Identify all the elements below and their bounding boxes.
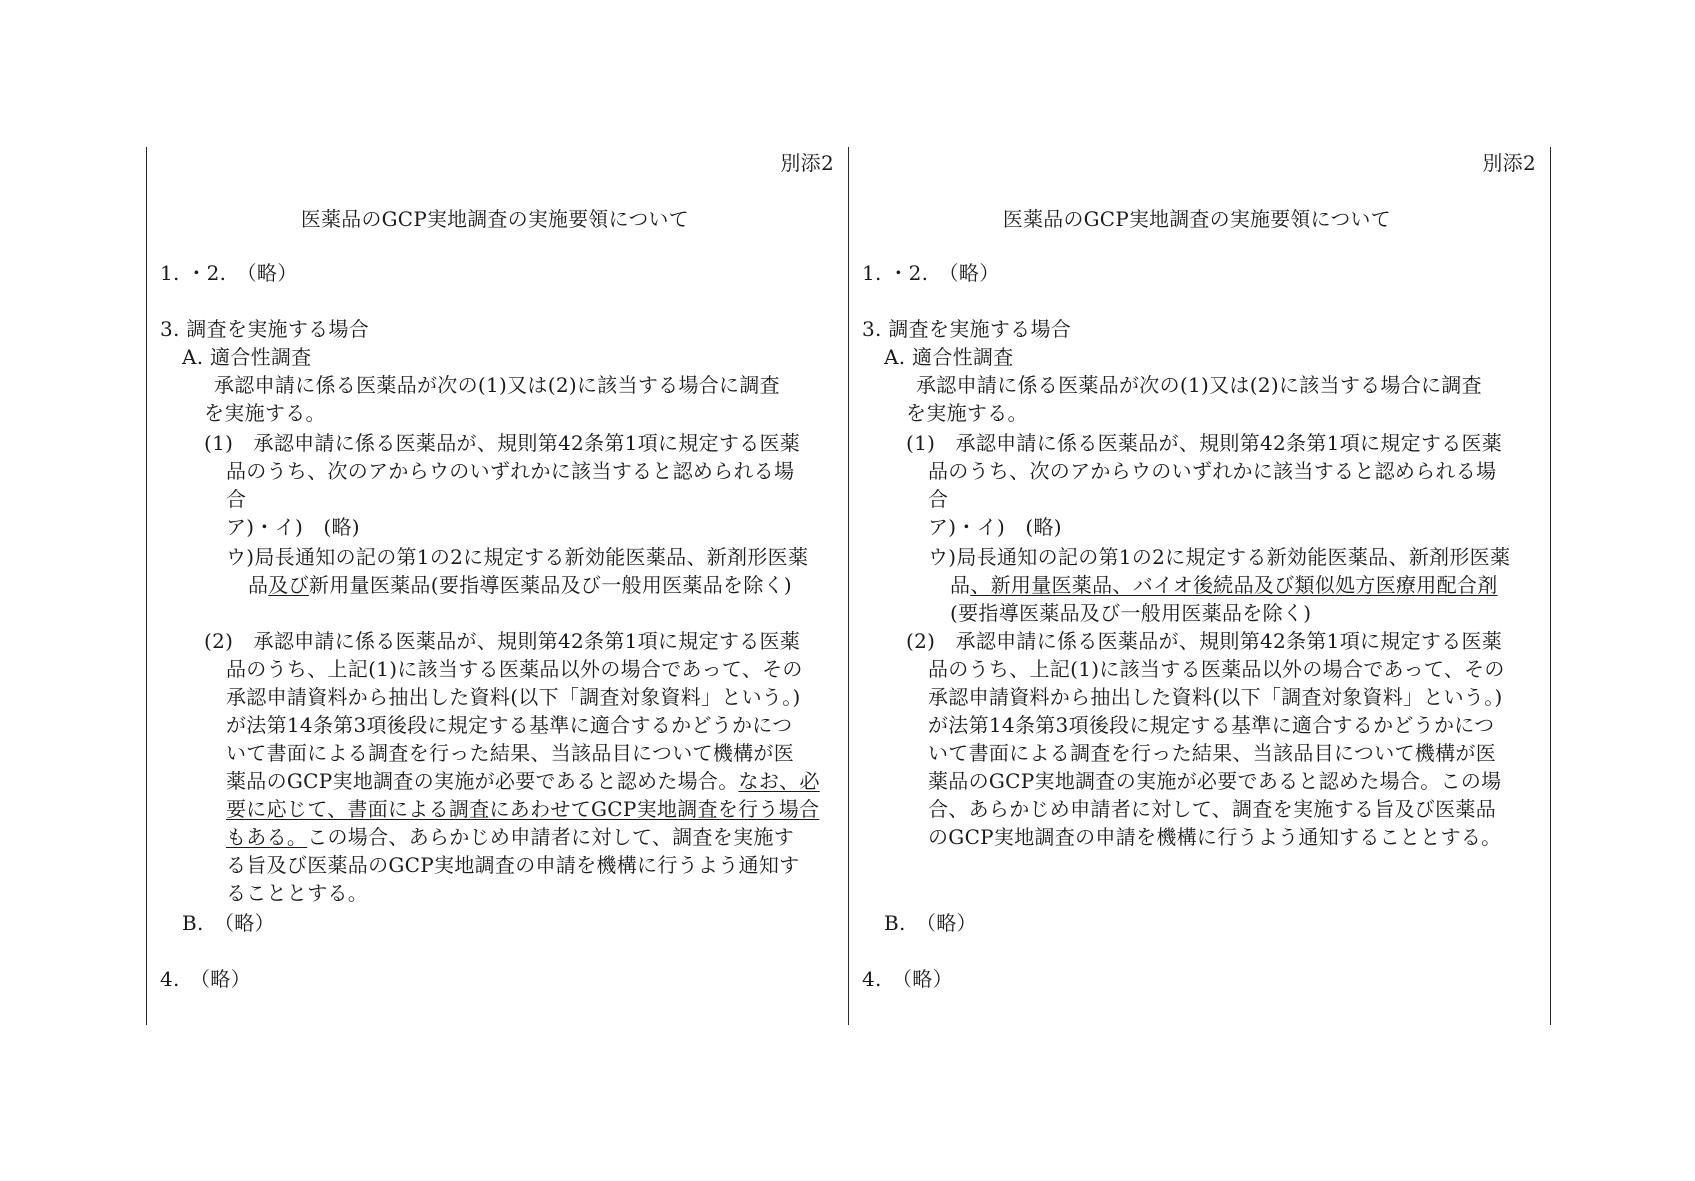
item-1-sub-u-line-1: ウ)局長通知の記の第1の2に規定する新効能医薬品、新剤形医薬: [226, 545, 809, 569]
item-1-sub-u-line-1: ウ)局長通知の記の第1の2に規定する新効能医薬品、新剤形医薬: [928, 545, 1511, 569]
item-1-line-1: (1) 承認申請に係る医薬品が、規則第42条第1項に規定する医薬: [906, 431, 1503, 455]
item-1-sub-a-i: ア)・イ) (略): [928, 515, 1062, 539]
item-2-line-1: (2) 承認申請に係る医薬品が、規則第42条第1項に規定する医薬: [906, 629, 1503, 653]
item-1-line-1: (1) 承認申請に係る医薬品が、規則第42条第1項に規定する医薬: [204, 431, 801, 455]
item-2-line-10: ることとする。: [226, 881, 369, 905]
attachment-label: 別添2: [1482, 151, 1536, 175]
section-1-2: 1. ・2. （略）: [160, 261, 298, 285]
intro-line-1: 承認申請に係る医薬品が次の(1)又は(2)に該当する場合に調査: [214, 373, 780, 397]
section-a-heading: A. 適合性調査: [884, 345, 1014, 369]
item-2-line-3: 承認申請資料から抽出した資料(以下「調査対象資料」という。): [226, 685, 801, 709]
item-1-line-2: 品のうち、次のアからウのいずれかに該当すると認められる場: [928, 459, 1497, 483]
column-border-left: [146, 147, 147, 1025]
amended-text: 及び: [268, 573, 309, 597]
section-4: 4. （略）: [160, 967, 251, 991]
item-2-line-5: いて書面による調査を行った結果、当該品目について機構が医: [226, 741, 794, 765]
section-3-heading: 3. 調査を実施する場合: [862, 317, 1072, 341]
item-2-line-4: が法第14条第3項後段に規定する基準に適合するかどうかにつ: [928, 713, 1495, 737]
intro-line-2: を実施する。: [906, 401, 1028, 425]
item-2-line-4: が法第14条第3項後段に規定する基準に適合するかどうかにつ: [226, 713, 793, 737]
item-2-line-7: 合、あらかじめ申請者に対して、調査を実施する旨及び医薬品: [928, 797, 1496, 821]
section-4: 4. （略）: [862, 967, 953, 991]
item-1-sub-u-line-2: 品及び新用量医薬品(要指導医薬品及び一般用医薬品を除く): [248, 573, 793, 597]
item-1-sub-u-line-2: 品、新用量医薬品、バイオ後続品及び類似処方医療用配合剤: [950, 573, 1498, 597]
item-2-line-8: のGCP実地調査の申請を機構に行うよう通知することとする。: [928, 825, 1502, 849]
section-a-heading: A. 適合性調査: [182, 345, 312, 369]
item-2-line-5: いて書面による調査を行った結果、当該品目について機構が医: [928, 741, 1496, 765]
section-b: B. （略）: [182, 911, 275, 935]
item-1-line-3: 合: [928, 487, 949, 511]
item-1-line-2: 品のうち、次のアからウのいずれかに該当すると認められる場: [226, 459, 795, 483]
item-2-line-7: 要に応じて、書面による調査にあわせてGCP実地調査を行う場合: [226, 797, 820, 821]
item-2-line-6: 薬品のGCP実地調査の実施が必要であると認めた場合。なお、必: [226, 769, 820, 793]
item-2-line-6: 薬品のGCP実地調査の実施が必要であると認めた場合。この場: [928, 769, 1502, 793]
item-2-line-3: 承認申請資料から抽出した資料(以下「調査対象資料」という。): [928, 685, 1503, 709]
section-1-2: 1. ・2. （略）: [862, 261, 1000, 285]
amended-text: なお、必: [738, 769, 820, 793]
item-2-line-2: 品のうち、上記(1)に該当する医薬品以外の場合であって、その: [226, 657, 803, 681]
item-2-line-9: る旨及び医薬品のGCP実地調査の申請を機構に行うよう通知す: [226, 853, 800, 877]
column-divider: [848, 147, 849, 1025]
attachment-label: 別添2: [780, 151, 834, 175]
item-1-sub-u-line-3: (要指導医薬品及び一般用医薬品を除く): [950, 601, 1312, 625]
amended-text: もある。: [226, 825, 308, 849]
amended-text: 、新用量医薬品、バイオ後続品及び類似処方医療用配合剤: [970, 573, 1498, 597]
section-3-heading: 3. 調査を実施する場合: [160, 317, 370, 341]
item-1-line-3: 合: [226, 487, 247, 511]
document-title: 医薬品のGCP実地調査の実施要領について: [1002, 207, 1391, 231]
item-2-line-1: (2) 承認申請に係る医薬品が、規則第42条第1項に規定する医薬: [204, 629, 801, 653]
intro-line-1: 承認申請に係る医薬品が次の(1)又は(2)に該当する場合に調査: [916, 373, 1482, 397]
item-1-sub-a-i: ア)・イ) (略): [226, 515, 360, 539]
section-b: B. （略）: [884, 911, 977, 935]
intro-line-2: を実施する。: [204, 401, 326, 425]
document-title: 医薬品のGCP実地調査の実施要領について: [300, 207, 689, 231]
item-2-line-2: 品のうち、上記(1)に該当する医薬品以外の場合であって、その: [928, 657, 1505, 681]
column-border-right: [1550, 147, 1551, 1025]
right-column: [852, 147, 1546, 1025]
left-column: [150, 147, 844, 1025]
item-2-line-8: もある。この場合、あらかじめ申請者に対して、調査を実施す: [226, 825, 795, 849]
